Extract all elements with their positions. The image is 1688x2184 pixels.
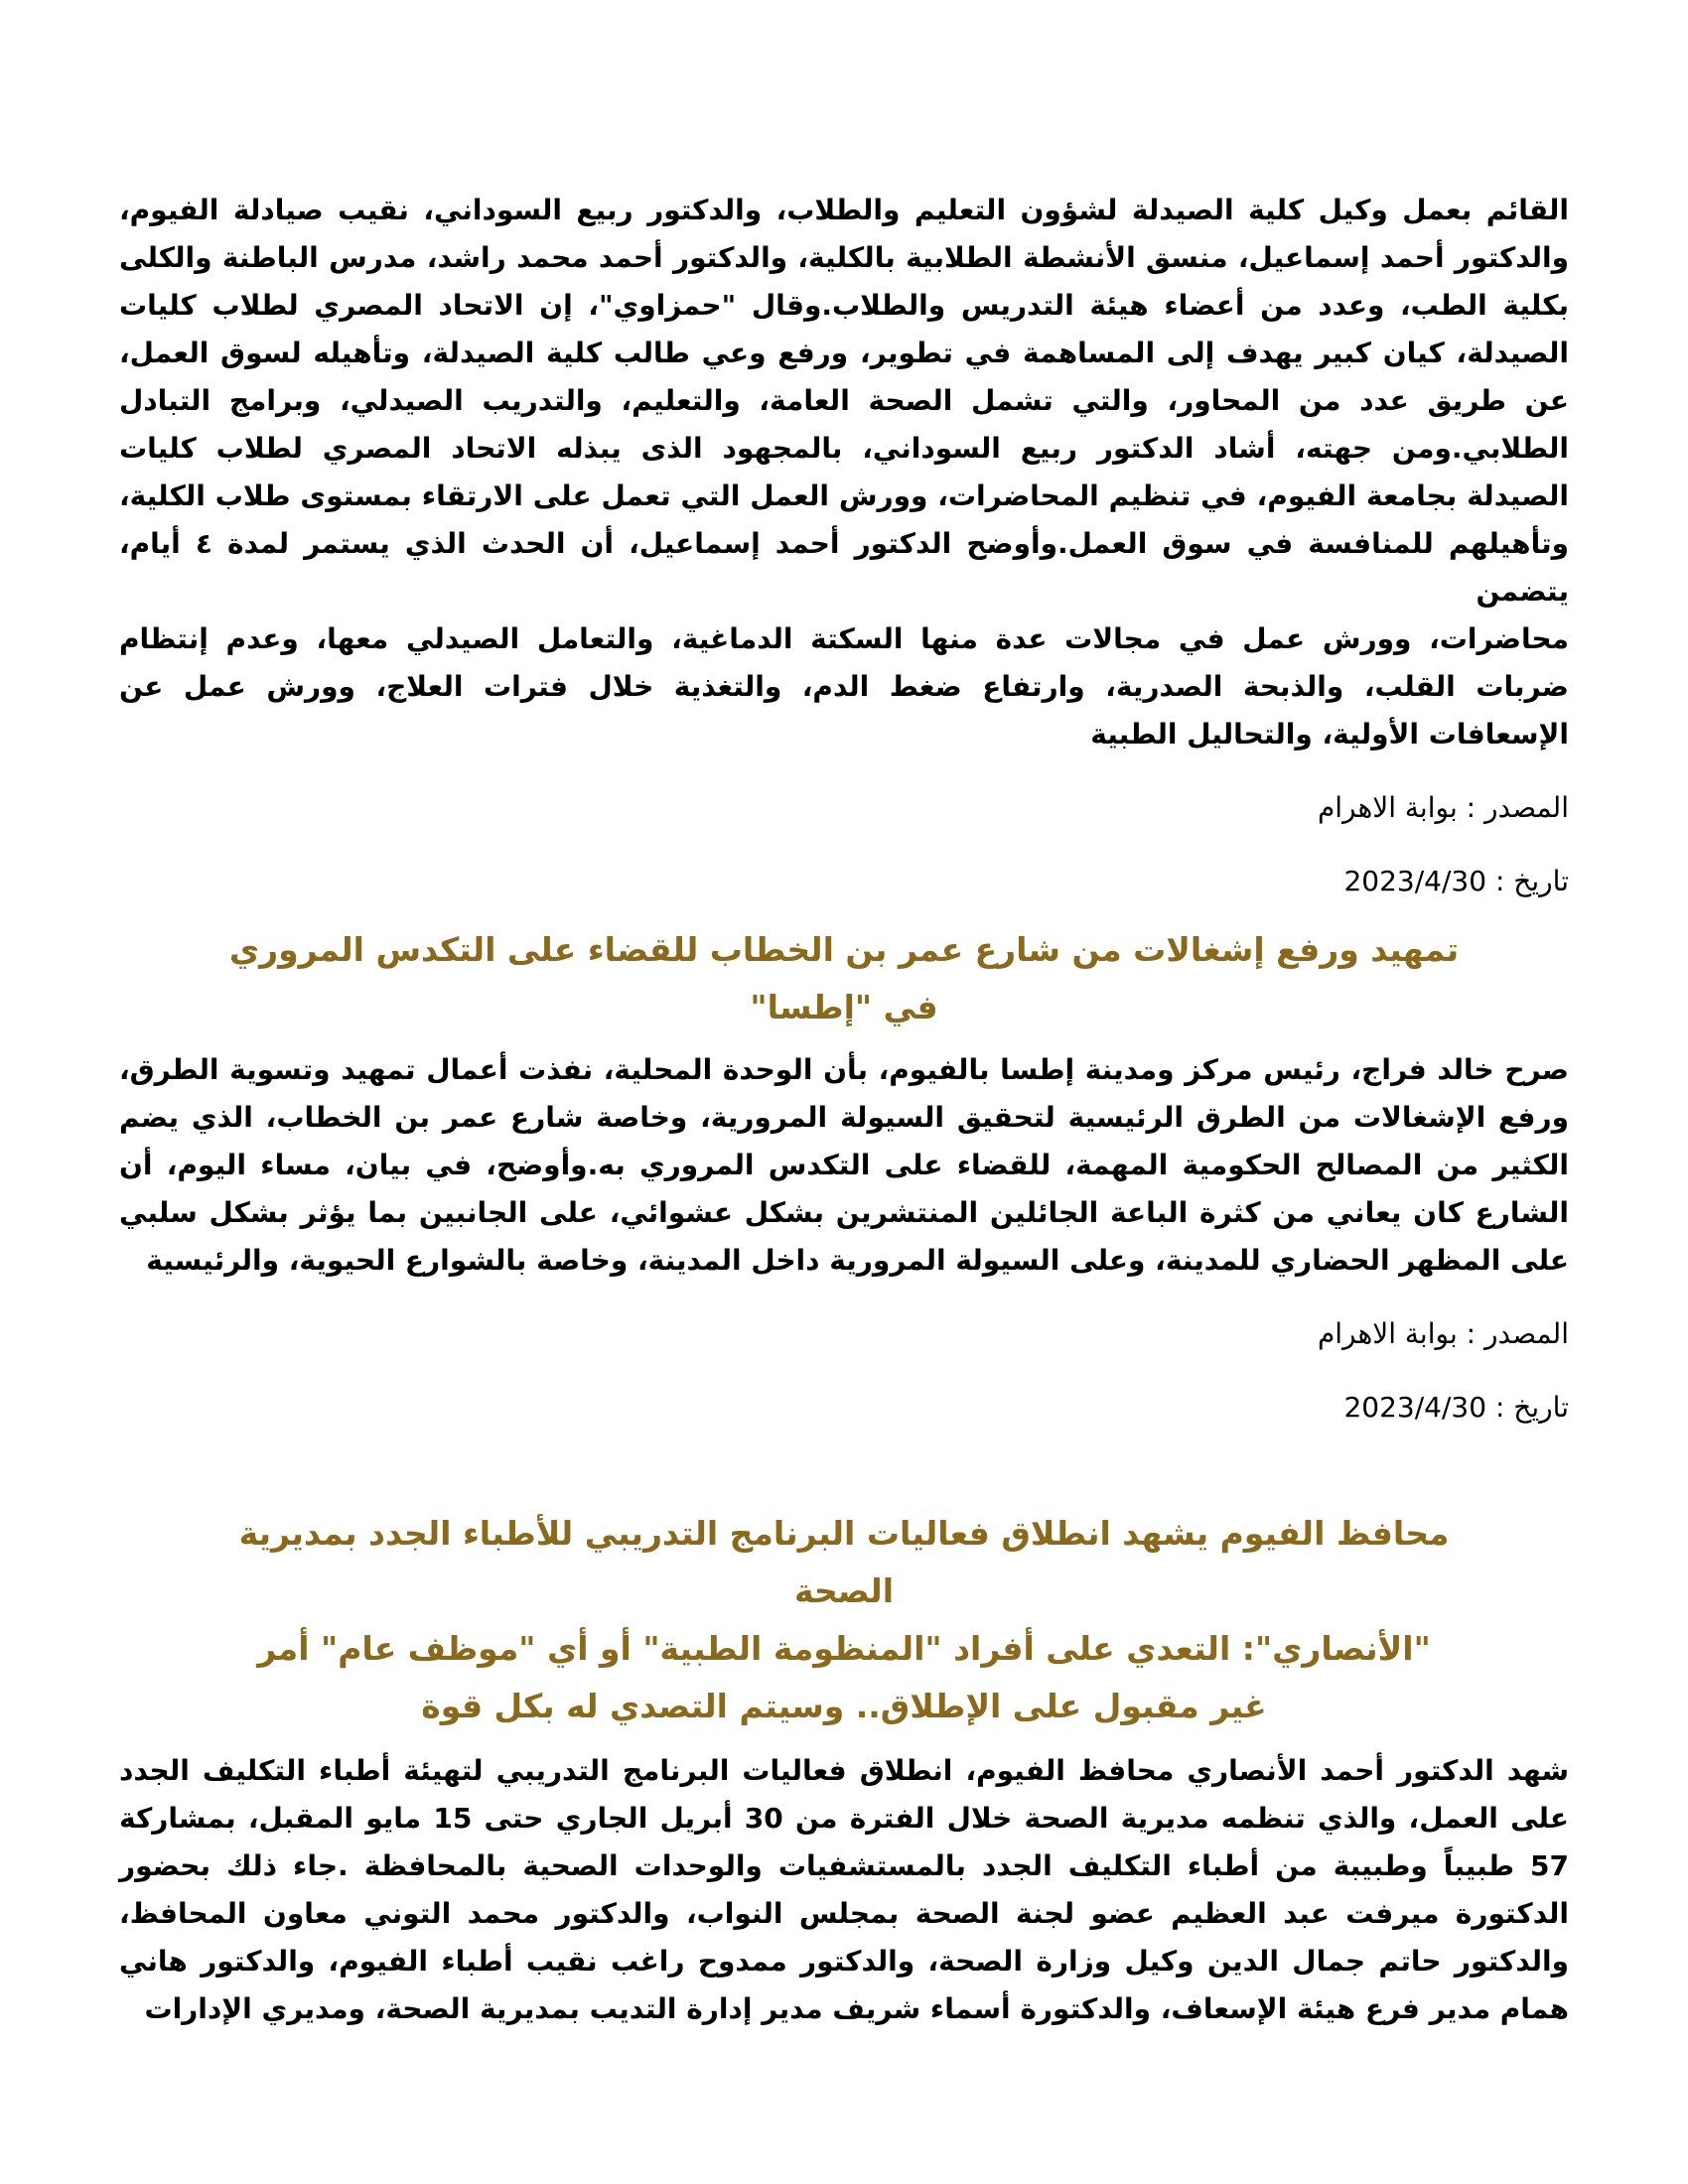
article-1-source: المصدر : بوابة الاهرام xyxy=(1317,791,1569,824)
body-line: 57 طبيباً وطبيبة من أطباء التكليف الجدد بالمستشفيات والوحدات الصحية بالمحافظة .جاء ذلك بحضور xyxy=(119,1849,1569,1882)
headline-line: في "إطسا" xyxy=(750,988,938,1026)
body-line: الصيدلة بجامعة الفيوم، في تنظيم المحاضرات، وورش العمل التي تعمل على الارتقاء بمستوى طلاب الكلية، xyxy=(119,479,1569,512)
body-line: بكلية الطب، وعدد من أعضاء هيئة التدريس والطلاب.وقال "حمزاوي"، إن الاتحاد المصري لطلاب كليات xyxy=(119,289,1569,322)
article-3-headline xyxy=(119,1505,1569,1620)
body-line: الدكتورة ميرفت عبد العظيم عضو لجنة الصحة بمجلس النواب، والدكتور محمد التوني معاون المحافظ، xyxy=(119,1897,1569,1930)
article-2-headline xyxy=(119,921,1569,1036)
article-2-source: المصدر : بوابة الاهرام xyxy=(1317,1317,1569,1350)
subheadline-line: غير مقبول على الإطلاق.. وسيتم التصدي له بكل قوة xyxy=(421,1687,1267,1725)
body-line: محاضرات، وورش عمل في مجالات عدة منها السكتة الدماغية، والتعامل الصيدلي معها، وعدم إنتظام xyxy=(119,622,1569,655)
body-line: والدكتور أحمد إسماعيل، منسق الأنشطة الطلابية بالكلية، والدكتور أحمد محمد راشد، مدرس الباطنة والكلى xyxy=(119,241,1569,274)
headline-line: الصحة xyxy=(793,1571,894,1610)
body-line: الطلابي.ومن جهته، أشاد الدكتور ربيع السوداني، بالمجهود الذى يبذله الاتحاد المصري لطلاب كليات xyxy=(119,432,1569,465)
body-line: الصيدلة، كيان كبير يهدف إلى المساهمة في تطوير، ورفع وعي طالب كلية الصيدلة، وتأهيله لسوق العمل، xyxy=(119,337,1569,369)
article-3-subheadline xyxy=(119,1620,1569,1735)
body-line: القائم بعمل وكيل كلية الصيدلة لشؤون التعليم والطلاب، والدكتور ربيع السوداني، نقيب صيادلة الفيوم، xyxy=(119,194,1569,226)
body-line: ضربات القلب، والذبحة الصدرية، وارتفاع ضغط الدم، والتغذية خلال فترات العلاج، وورش عمل عن xyxy=(119,670,1569,703)
headline-line: محافظ الفيوم يشهد انطلاق فعاليات البرنامج التدريبي للأطباء الجدد بمديرية xyxy=(238,1514,1450,1553)
body-line: الكثير من المصالح الحكومية المهمة، للقضاء على التكدس المروري به.وأوضح، في بيان، مساء اليوم، أن xyxy=(119,1149,1569,1181)
body-line: ورفع الإشغالات من الطرق الرئيسية لتحقيق السيولة المرورية، وخاصة شارع عمر بن الخطاب، الذي يضم xyxy=(119,1101,1569,1134)
article-1-body xyxy=(119,187,1569,758)
body-line: الإسعافات الأولية، والتحاليل الطبية xyxy=(1090,718,1569,751)
body-line: على العمل، والذي تنظمه مديرية الصحة خلال الفترة من 30 أبريل الجاري حتى 15 مايو المقبل، بمشاركة xyxy=(119,1802,1569,1835)
article-2-body xyxy=(119,1046,1569,1285)
body-line: والدكتور حاتم جمال الدين وكيل وزارة الصحة، والدكتور ممدوح راغب نقيب أطباء الفيوم، والدكتور هاني xyxy=(119,1945,1569,1978)
headline-line: تمهيد ورفع إشغالات من شارع عمر بن الخطاب للقضاء على التكدس المروري xyxy=(228,930,1460,969)
body-line: الشارع كان يعاني من كثرة الباعة الجائلين المنتشرين بشكل عشوائي، على الجانبين بما يؤثر بشكل سلبي xyxy=(119,1196,1569,1229)
body-line: شهد الدكتور أحمد الأنصاري محافظ الفيوم، انطلاق فعاليات البرنامج التدريبي لتهيئة أطباء التكليف الجدد xyxy=(119,1754,1569,1787)
article-3-body xyxy=(119,1747,1569,2033)
body-line: همام مدير فرع هيئة الإسعاف، والدكتورة أسماء شريف مدير إدارة التديب بمديرية الصحة، ومديري الإدارات xyxy=(144,1992,1569,2025)
body-line: وتأهيلهم للمنافسة في سوق العمل.وأوضح الدكتور أحمد إسماعيل، أن الحدث الذي يستمر لمدة ٤ أيام، يتضمن xyxy=(119,527,1569,608)
subheadline-line: "الأنصاري": التعدي على أفراد "المنظومة الطبية" أو أي "موظف عام" أمر xyxy=(257,1629,1431,1668)
body-line: صرح خالد فراج، رئيس مركز ومدينة إطسا بالفيوم، بأن الوحدة المحلية، نفذت أعمال تمهيد وتسوية الطرق، xyxy=(119,1053,1569,1086)
article-2-date: تاريخ : 2023/4/30 xyxy=(1343,1391,1569,1424)
body-line: عن طريق عدد من المحاور، والتي تشمل الصحة العامة، والتعليم، والتدريب الصيدلي، وبرامج التبادل xyxy=(119,384,1569,417)
body-line: على المظهر الحضاري للمدينة، وعلى السيولة المرورية داخل المدينة، وخاصة بالشوارع الحيوية، والرئيسية xyxy=(146,1244,1569,1277)
article-1-date: تاريخ : 2023/4/30 xyxy=(1343,865,1569,897)
